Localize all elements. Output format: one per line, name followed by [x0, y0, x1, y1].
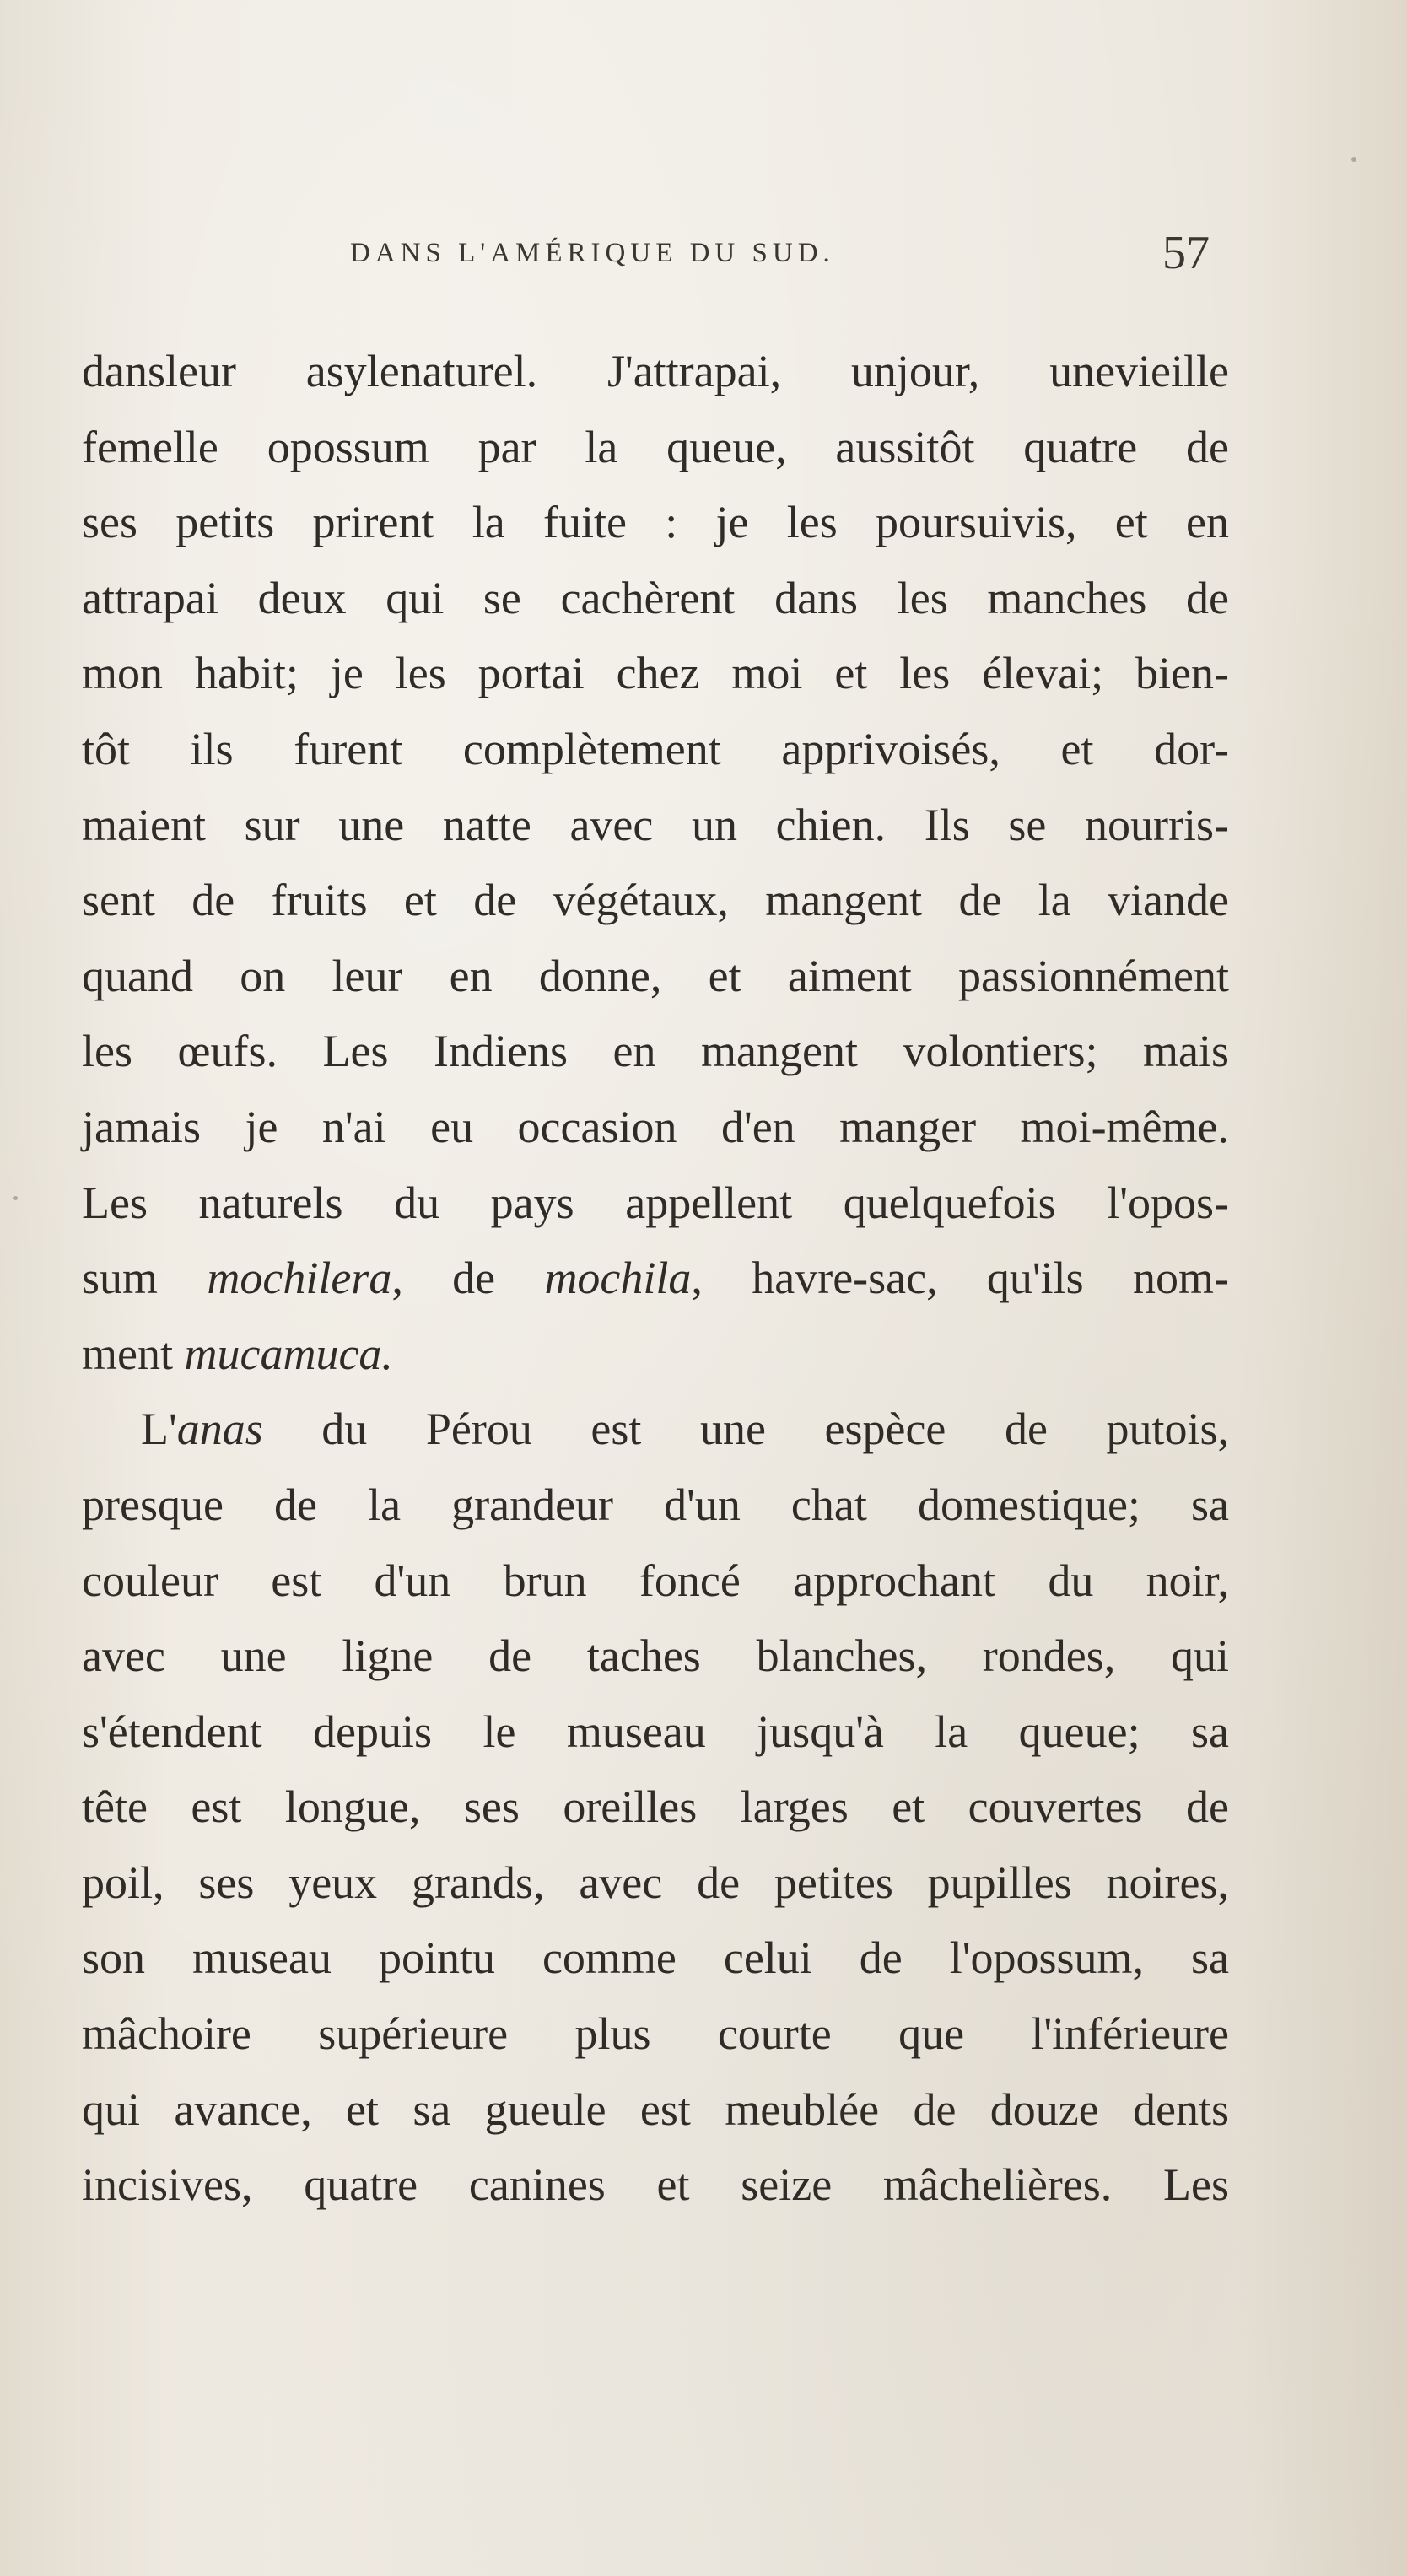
text-line: couleur est d'un brun foncé approchant du noir, [82, 1555, 1229, 1606]
text-line: attrapai deux qui se cachèrent dans les manches de [82, 572, 1229, 623]
text-line: son museau pointu comme celui de l'opossum, sa [82, 1932, 1229, 1984]
text-segment: sum [82, 1253, 208, 1304]
text-line: jamais je n'ai eu occasion d'en manger moi-même. [82, 1101, 1229, 1152]
text-line: incisives, quatre canines et seize mâchelières. Les [82, 2159, 1229, 2211]
text-segment: L' [141, 1404, 177, 1455]
text-line: femelle opossum par la queue, aussitôt quatre de [82, 421, 1229, 472]
text-line: presque de la grandeur d'un chat domestique; sa [82, 1479, 1229, 1530]
italic-term: anas [176, 1404, 263, 1455]
text-segment: du Pérou est une espèce de putois, [262, 1404, 1229, 1455]
text-line: tôt ils furent complètement apprivoisés, et dor- [82, 723, 1229, 774]
italic-term: mochila [544, 1253, 692, 1304]
text-segment: ment [82, 1328, 185, 1379]
text-segment: , havre-sac, qu'ils nom- [691, 1253, 1229, 1304]
text-line: mon habit; je les portai chez moi et les élevai; bien- [82, 648, 1229, 699]
text-line: ses petits prirent la fuite : je les poursuivis, et en [82, 497, 1229, 548]
italic-term: mochilera [207, 1253, 392, 1304]
text-line: dansleur asylenaturel. J'attrapai, unjour, unevieille [82, 346, 1229, 396]
text-line: quand on leur en donne, et aiment passionnément [82, 950, 1229, 1001]
body-text [82, 334, 1229, 2223]
text-line: Les naturels du pays appellent quelquefois l'opos- [82, 1177, 1229, 1228]
text-line: maient sur une natte avec un chien. Ils se nourris- [82, 799, 1229, 850]
text-line: s'étendent depuis le museau jusqu'à la queue; sa [82, 1706, 1229, 1757]
text-line: les œufs. Les Indiens en mangent volontiers; mais [82, 1026, 1229, 1077]
text-line: mâchoire supérieure plus courte que l'inférieure [82, 2008, 1229, 2060]
text-line: tête est longue, ses oreilles larges et couvertes de [82, 1781, 1229, 1833]
text-line: poil, ses yeux grands, avec de petites pupilles noires, [82, 1857, 1229, 1908]
text-line: sent de fruits et de végétaux, mangent de la viande [82, 875, 1229, 926]
italic-term: mucamuca. [184, 1328, 393, 1379]
text-segment: , de [391, 1253, 545, 1304]
text-line [82, 1392, 1229, 1468]
paper-speck [1351, 157, 1356, 162]
text-line: avec une ligne de taches blanches, rondes, qui [82, 1630, 1229, 1682]
page-number: 57 [1162, 227, 1210, 279]
text-line: qui avance, et sa gueule est meublée de douze dents [82, 2083, 1229, 2135]
paper-speck [13, 1196, 18, 1200]
running-head: DANS L'AMÉRIQUE DU SUD. [350, 238, 835, 268]
text-line [82, 1241, 1229, 1317]
text-line [82, 1317, 1229, 1393]
